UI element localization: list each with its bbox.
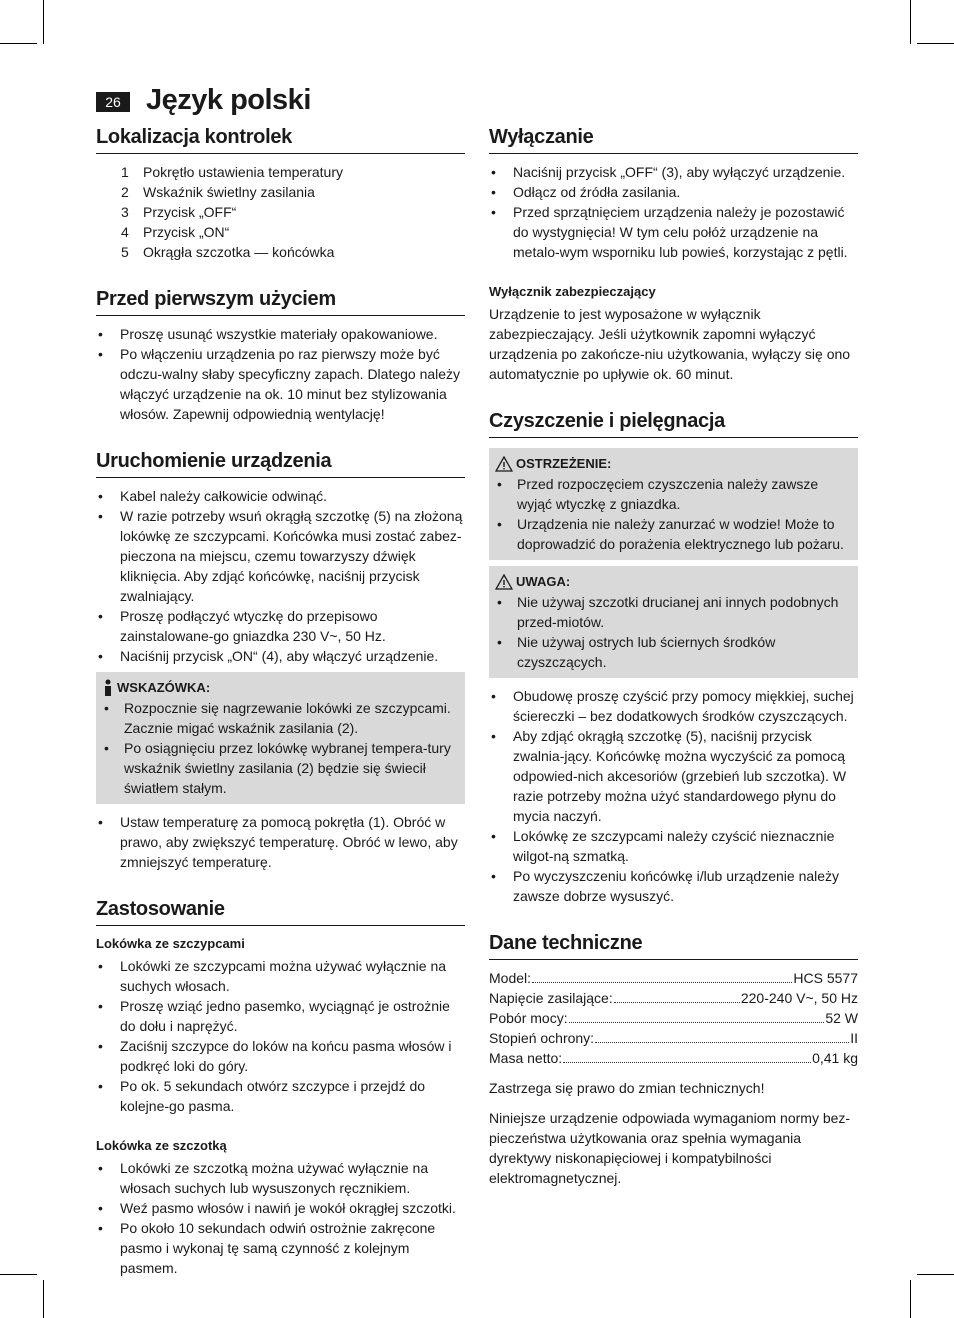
warning-triangle-icon	[495, 456, 513, 472]
section-title: Dane techniczne	[489, 928, 858, 960]
section-controls	[96, 122, 465, 262]
list-item: • Proszę wziąć jedno pasemko, wyciągnąć je ostrożnie do dołu i naprężyć.	[98, 998, 450, 1034]
crop-mark	[0, 43, 37, 44]
list-item: • Naciśnij przycisk „ON“ (4), aby włączyć urządzenie.	[98, 648, 439, 664]
warning-triangle-icon	[495, 574, 513, 590]
spec-row: Model: HCS 5577	[489, 970, 858, 986]
list-item: • Lokówki ze szczotką można używać wyłącznie na włosach suchych lub wysuszonych ręcznikiem.	[98, 1160, 429, 1196]
crop-mark	[910, 1280, 911, 1318]
compliance-text: Niniejsze urządzenie odpowiada wymaganiom normy bez-pieczeństwa użytkowania oraz spełnia wymagania dyrektywy niskonapięciowej i kompatybilności elektromagnetycznej.	[489, 1110, 851, 1186]
section-usage	[96, 894, 465, 1278]
list-item: • Lokówkę ze szczypcami należy czyścić nieznacznie wilgot-ną szmatką.	[491, 828, 835, 864]
list-item: 2 Wskaźnik świetlny zasilania	[121, 184, 315, 200]
section-title: Lokalizacja kontrolek	[96, 122, 465, 154]
right-column	[489, 122, 858, 1208]
section-title: Czyszczenie i pielęgnacja	[489, 406, 858, 438]
subsection-title: Lokówka ze szczotką	[96, 1138, 227, 1153]
section-off	[489, 122, 858, 384]
controls-list	[96, 162, 465, 262]
crop-mark	[43, 0, 44, 44]
spec-list	[489, 968, 858, 1068]
bullet-list	[96, 324, 465, 424]
list-item: • Weź pasmo włosów i nawiń je wokół okrągłej szczotki.	[98, 1200, 456, 1216]
caution-title: UWAGA:	[495, 572, 850, 592]
list-item: 1 Pokrętło ustawienia temperatury	[121, 164, 343, 180]
section-title: Wyłączanie	[489, 122, 858, 154]
bullet-list	[96, 486, 465, 666]
spec-row: Napięcie zasilające: 220-240 V~, 50 Hz	[489, 990, 858, 1006]
subsection-title: Lokówka ze szczypcami	[96, 936, 245, 951]
crop-mark	[0, 1274, 37, 1275]
spec-row: Masa netto: 0,41 kg	[489, 1050, 858, 1066]
info-icon	[102, 679, 114, 697]
bullet-list	[489, 686, 858, 906]
section-cleaning	[489, 406, 858, 906]
list-item: 5 Okrągła szczotka — końcówka	[121, 244, 335, 260]
crop-mark	[917, 43, 954, 44]
list-item: • Nie używaj ostrych lub ściernych środków czyszczących.	[497, 634, 776, 670]
list-item: • Lokówki ze szczypcami można używać wyłącznie na suchych włosach.	[98, 958, 447, 994]
list-item: • Po włączeniu urządzenia po raz pierwszy może być odczu-walny słaby specyficzny zapach. Dlatego należy włączyć urządzenie na ok. 10 minut bez stylizowania włosów. Zapewnij odpowiednią wentylację!	[98, 346, 461, 422]
warning-title: OSTRZEŻENIE:	[495, 454, 850, 474]
list-item: • Przed sprzątnięciem urządzenia należy je pozostawić do wystygnięcia! W tym celu połóż urządzenie na metalo-wym wsporniku lub powieś, korzystając z pętli.	[491, 204, 848, 260]
list-item: • Po wyczyszczeniu końcówkę i/lub urządzenie należy zawsze dobrze wysuszyć.	[491, 868, 840, 904]
bullet-list	[489, 162, 858, 262]
paragraph: Urządzenie to jest wyposażone w wyłącznik zabezpieczający. Jeśli użytkownik zapomni wyłączyć urządzenia po zakończe-niu użytkowania, wyłączy się ono automatycznie po upływie ok. 60 minut.	[489, 306, 851, 382]
tech-note: Zastrzega się prawo do zmian technicznych!	[489, 1080, 765, 1096]
list-item: • Obudowę proszę czyścić przy pomocy miękkiej, suchej ściereczki – bez dodatkowych środków czyszczących.	[491, 688, 854, 724]
list-item: • Urządzenia nie należy zanurzać w wodzie! Może to doprowadzić do porażenia elektrycznego lub pożaru.	[497, 516, 844, 552]
list-item: • Po osiągnięciu przez lokówkę wybranej tempera-tury wskaźnik świetlny zasilania (2) będzie się świecił światłem stałym.	[104, 740, 451, 796]
list-item: • Odłącz od źródła zasilania.	[491, 184, 681, 200]
list-item: • Naciśnij przycisk „OFF“ (3), aby wyłączyć urządzenie.	[491, 164, 846, 180]
list-item: • Rozpocznie się nagrzewanie lokówki ze szczypcami. Zacznie migać wskaźnik zasilania (2).	[104, 700, 451, 736]
page-number: 26	[96, 92, 130, 112]
tip-title: WSKAZÓWKA:	[102, 678, 457, 698]
list-item: 4 Przycisk „ON“	[121, 224, 230, 240]
list-item: • Proszę podłączyć wtyczkę do przepisowo zainstalowane-go gniazdka 230 V~, 50 Hz.	[98, 608, 386, 644]
bullet-list	[96, 956, 465, 1116]
section-first-use	[96, 284, 465, 424]
list-item: • W razie potrzeby wsuń okrągłą szczotkę (5) na złożoną lokówkę ze szczypcami. Końcówka musi zostać zabez-pieczona na miejscu, czemu towarzyszy dźwięk kliknięcia. Aby zdjąć końcówkę, naciśnij przycisk zwalniający.	[98, 508, 463, 604]
caution-box	[489, 566, 858, 678]
warning-list	[495, 474, 850, 554]
subsection-title: Wyłącznik zabezpieczający	[489, 284, 656, 299]
spec-row: Stopień ochrony: II	[489, 1030, 858, 1046]
list-item: • Aby zdjąć okrągłą szczotkę (5), naciśnij przycisk zwalnia-jący. Końcówkę można wyczyścić za pomocą odpowied-nich akcesoriów (grzebień lub szczotka). W razie potrzeby można użyć standardowego płynu do mycia naczyń.	[491, 728, 847, 824]
section-tech	[489, 928, 858, 1188]
list-item: • Nie używaj szczotki drucianej ani innych podobnych przed-miotów.	[497, 594, 839, 630]
section-title: Uruchomienie urządzenia	[96, 446, 465, 478]
caution-list	[495, 592, 850, 672]
warning-box	[489, 448, 858, 560]
section-startup	[96, 446, 465, 872]
list-item: • Przed rozpoczęciem czyszczenia należy zawsze wyjąć wtyczkę z gniazdka.	[497, 476, 819, 512]
crop-mark	[43, 1280, 44, 1318]
list-item: • Kabel należy całkowicie odwinąć.	[98, 488, 327, 504]
list-item: 3 Przycisk „OFF“	[121, 204, 237, 220]
list-item: • Proszę usunąć wszystkie materiały opakowaniowe.	[98, 326, 438, 342]
crop-mark	[910, 0, 911, 44]
tip-list	[102, 698, 457, 798]
list-item: • Zaciśnij szczypce do loków na końcu pasma włosów i podkręć loki do góry.	[98, 1038, 452, 1074]
left-column	[96, 122, 465, 1298]
section-title: Zastosowanie	[96, 894, 465, 926]
list-item: • Po około 10 sekundach odwiń ostrożnie zakręcone pasmo i wykonaj tę samą czynność z kolejnym pasmem.	[98, 1220, 436, 1276]
spec-row: Pobór mocy: 52 W	[489, 1010, 858, 1026]
list-item: • Po ok. 5 sekundach otwórz szczypce i przejdź do kolejne-go pasma.	[98, 1078, 426, 1114]
bullet-list	[96, 812, 465, 872]
bullet-list	[96, 1158, 465, 1278]
tip-box	[96, 672, 465, 804]
list-item: • Ustaw temperaturę za pomocą pokrętła (1). Obróć w prawo, aby zwiększyć temperaturę. Obróć w lewo, aby zmniejszyć temperaturę.	[98, 814, 458, 870]
crop-mark	[917, 1274, 954, 1275]
section-title: Przed pierwszym użyciem	[96, 284, 465, 316]
page-title: Język polski	[146, 84, 311, 116]
